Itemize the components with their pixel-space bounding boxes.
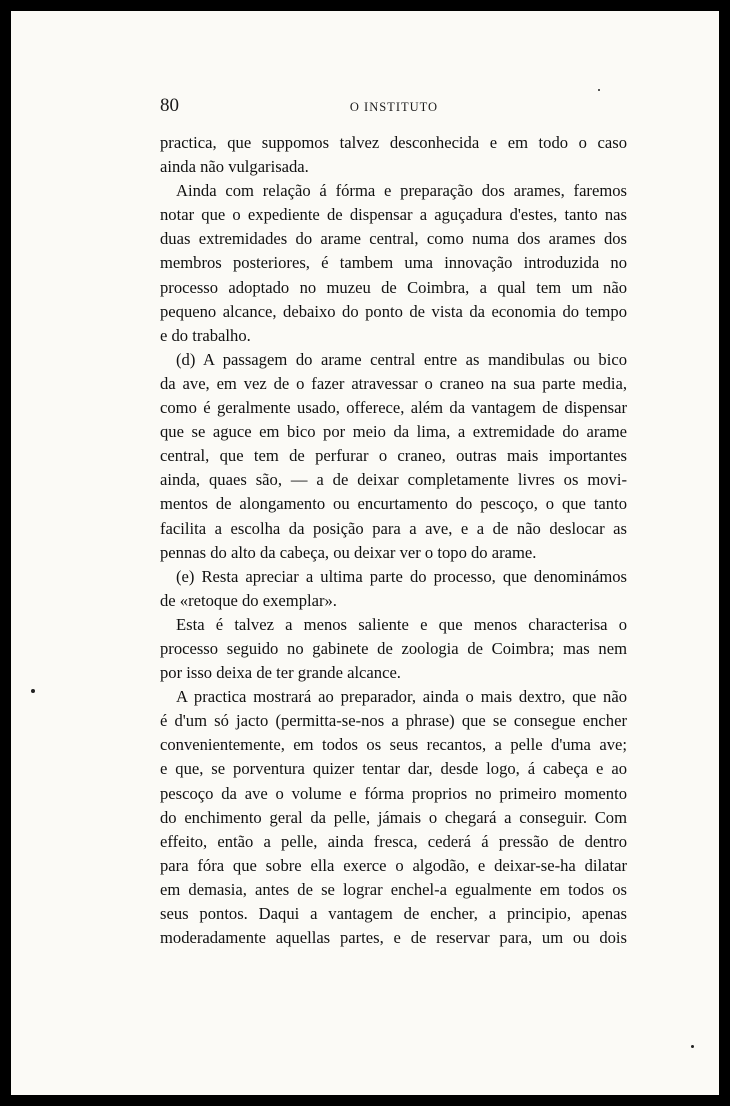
text-line: de «retoque do exemplar».: [160, 590, 337, 610]
page-header: [160, 95, 628, 119]
text-line: pequeno alcance, debaixo do ponto de vista da economia do tempo: [160, 301, 627, 321]
text-line: membros posteriores, é tambem uma innovação introduzida no: [160, 253, 627, 273]
text-line: em demasia, antes de se lograr enchel-a egualmente em todos os: [160, 879, 627, 899]
text-line: pescoço da ave o volume e fórma proprios no primeiro momento: [160, 783, 627, 803]
text-line: e que, se porventura quizer tentar dar, desde logo, á cabeça e ao: [160, 759, 627, 779]
text-line: duas extremidades do arame central, como numa dos arames dos: [160, 229, 627, 249]
page-number: 80: [160, 95, 179, 116]
text-line: Ainda com relação á fórma e preparação dos arames, faremos: [176, 181, 627, 201]
text-line: A practica mostrará ao preparador, ainda o mais dextro, que não: [176, 687, 627, 707]
text-line: é d'um só jacto (permitta-se-nos a phrase) que se consegue encher: [160, 711, 627, 731]
book-page: [11, 11, 719, 1095]
text-line: e do trabalho.: [160, 325, 251, 345]
text-line: moderadamente aquellas partes, e de reservar para, um ou dois: [160, 928, 627, 948]
text-line: para fóra que sobre ella exerce o algodão, e deixar-se-ha dilatar: [160, 855, 627, 875]
text-line: facilita a escolha da posição para a ave, e a de não deslocar as: [160, 518, 627, 538]
text-line: effeito, então a pelle, ainda fresca, cederá á pressão de dentro: [160, 831, 627, 851]
text-line: Esta é talvez a menos saliente e que menos characterisa o: [176, 614, 627, 634]
text-line: processo seguido no gabinete de zoologia de Coimbra; mas nem: [160, 638, 627, 658]
body-text: [160, 131, 627, 950]
text-line: da ave, em vez de o fazer atravessar o craneo na sua parte media,: [160, 373, 627, 393]
text-line: processo adoptado no muzeu de Coimbra, a qual tem um não: [160, 277, 627, 297]
text-line: notar que o expediente de dispensar a aguçadura d'estes, tanto nas: [160, 205, 627, 225]
text-line: ainda, quaes são, — a de deixar completamente livres os movi-: [160, 470, 627, 490]
text-line: pennas do alto da cabeça, ou deixar ver o topo do arame.: [160, 542, 537, 562]
scan-speck: [598, 89, 600, 91]
text-line: que se aguce em bico por meio da lima, a extremidade do arame: [160, 422, 627, 442]
running-title: O INSTITUTO: [349, 100, 439, 114]
text-line: (d) A passagem do arame central entre as mandibulas ou bico: [176, 349, 627, 369]
scan-speck: [691, 1045, 694, 1048]
text-line: do enchimento geral da pelle, jámais o chegará a conseguir. Com: [160, 807, 627, 827]
text-line: ainda não vulgarisada.: [160, 157, 309, 177]
text-line: como é geralmente usado, offerece, além da vantagem de dispensar: [160, 398, 627, 418]
text-line: practica, que suppomos talvez desconhecida e em todo o caso: [160, 133, 627, 152]
scan-speck: [31, 689, 35, 693]
text-line: mentos de alongamento ou encurtamento do pescoço, o que tanto: [160, 494, 627, 514]
text-line: convenientemente, em todos os seus recantos, a pelle d'uma ave;: [160, 735, 627, 755]
text-line: seus pontos. Daqui a vantagem de encher, a principio, apenas: [160, 904, 627, 923]
text-line: por isso deixa de ter grande alcance.: [160, 663, 401, 683]
text-line: (e) Resta apreciar a ultima parte do processo, que denominámos: [176, 566, 627, 586]
text-line: central, que tem de perfurar o craneo, outras mais importantes: [160, 446, 627, 466]
